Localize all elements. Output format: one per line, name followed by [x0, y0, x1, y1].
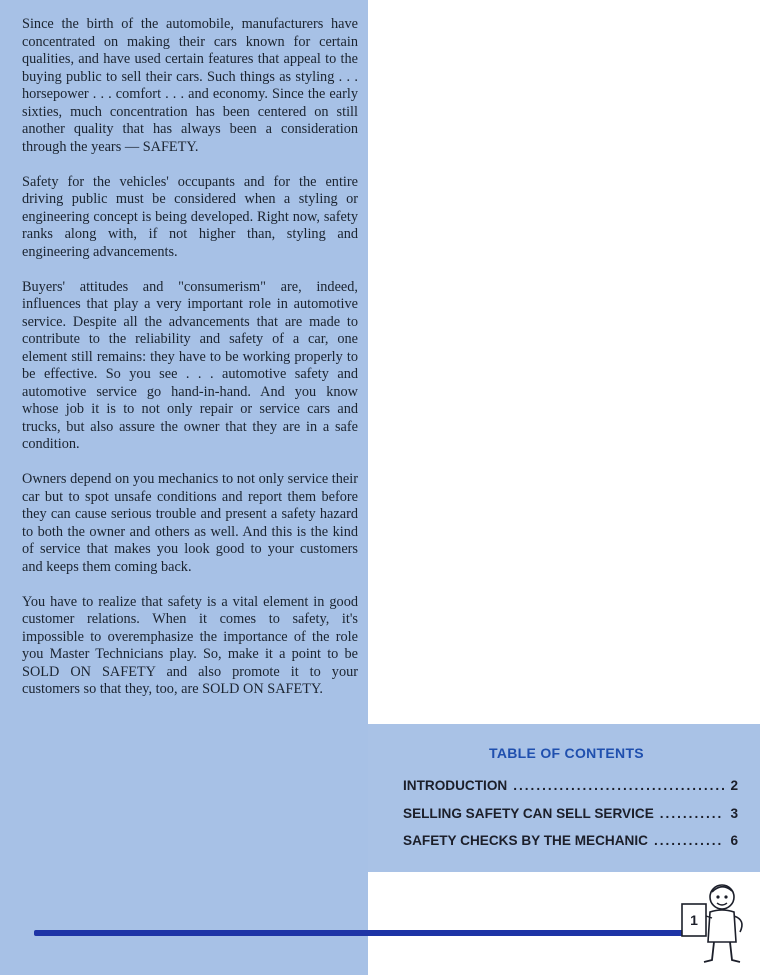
paragraph-owners: Owners depend on you mechanics to not only service their car but to spot unsafe conditions and report them before they can cause serious trouble and present a safety hazard to both the owner and others as well. And this is the kind of service that makes you look good to your customers and keeps them coming back.	[22, 471, 358, 575]
toc-leader-dots	[660, 806, 725, 821]
mechanic-mascot-icon	[676, 880, 756, 968]
toc-entry-safety-checks[interactable]	[403, 833, 738, 848]
body-text	[22, 16, 358, 716]
paragraph-consumerism: Buyers' attitudes and "consumerism" are, indeed, influences that play a very important role in automotive service. Despite all the advancements that are made to contribute to the reliability and safety of a car, one element still remains: they have to be working properly to be effective. So you see . . . automotive safety and automotive service go hand-in-hand. And you know whose job it is to not only repair or service cars and trucks, but also assure the owner that they are in a safe condition.	[22, 278, 358, 452]
toc-entry-label: SELLING SAFETY CAN SELL SERVICE	[403, 806, 654, 821]
toc-leader-dots	[513, 778, 724, 793]
paragraph-safety: Safety for the vehicles' occupants and for the entire driving public must be considered when a styling or engineering concept is being developed. Right now, safety ranks along with, if not higher than, styling and engineering advancements.	[22, 173, 358, 260]
page-number: 1	[690, 912, 698, 928]
blank-area-top	[368, 0, 760, 724]
paragraph-intro: Since the birth of the automobile, manufacturers have concentrated on making their cars known for certain qualities, and have used certain features that appeal to the buying public to sell their cars. Such things as styling . . . horsepower . . . comfort . . . and economy. Since the early sixties, much concentration has been centered on still another quality that has always been a consideration through the years — SAFETY.	[22, 16, 358, 155]
toc-leader-dots	[654, 833, 724, 848]
toc-entry-label: SAFETY CHECKS BY THE MECHANIC	[403, 833, 648, 848]
toc-entry-label: INTRODUCTION	[403, 778, 508, 793]
toc-title: TABLE OF CONTENTS	[489, 745, 644, 761]
toc-entry-page: 2	[730, 778, 738, 793]
footer-rule	[34, 930, 684, 936]
toc-entry-selling-safety[interactable]	[403, 806, 738, 821]
toc-entry-page: 3	[730, 806, 738, 821]
toc-entry-introduction[interactable]	[403, 778, 738, 793]
toc-entry-page: 6	[730, 833, 738, 848]
paragraph-customer-relations: You have to realize that safety is a vital element in good customer relations. When it comes to safety, it's impossible to overemphasize the importance of the role you Master Technicians play. So, make it a point to be SOLD ON SAFETY and also promote it to your customers so that they, too, are SOLD ON SAFETY.	[22, 593, 358, 697]
